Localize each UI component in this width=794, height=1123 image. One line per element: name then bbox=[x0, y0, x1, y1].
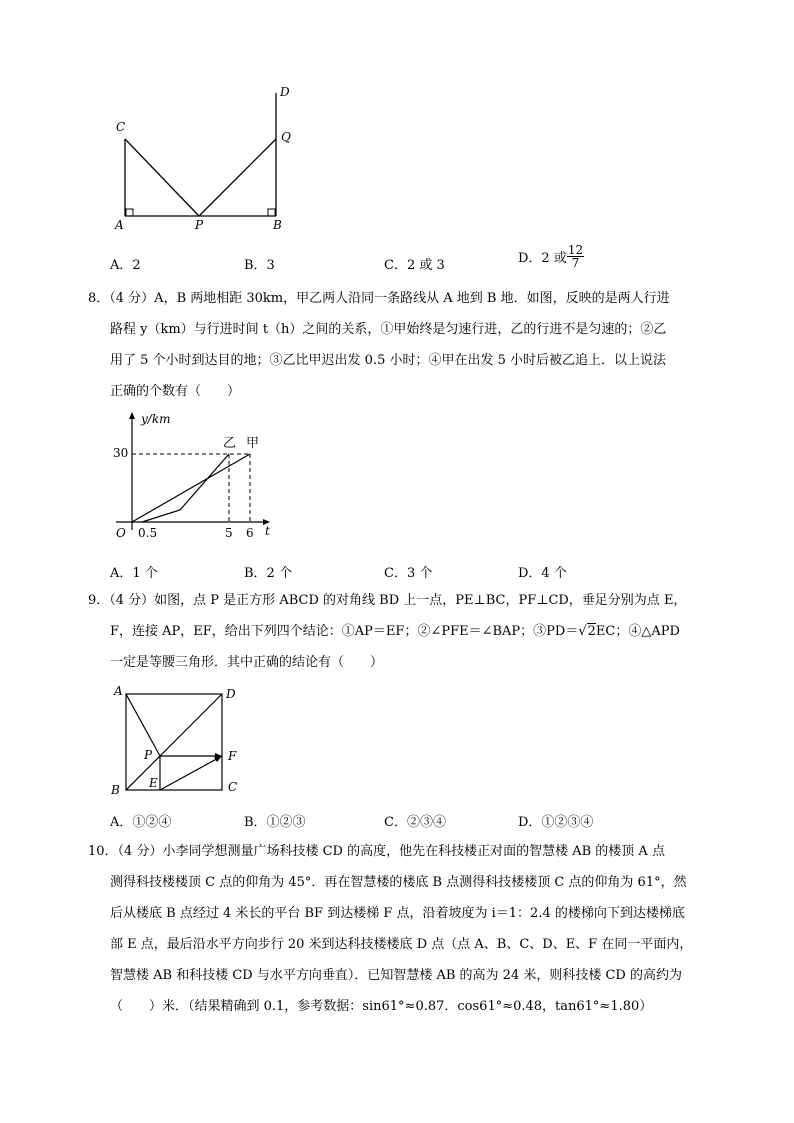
q8-option-a[interactable]: A．1 个 bbox=[110, 566, 158, 581]
label-D: D bbox=[280, 85, 290, 99]
q10-stem-line-3: 后从楼底 B 点经过 4 米长的平台 BF 到达楼梯 F 点，沿着坡度为 i＝1：2.4 的楼梯向下到达楼梯底 bbox=[110, 906, 685, 921]
series-label-yi: 乙 bbox=[223, 436, 237, 451]
q9-label-F: F bbox=[228, 749, 237, 763]
q7-option-a[interactable]: A．2 bbox=[110, 258, 141, 273]
q8-stem-line-3: 用了 5 个小时到达目的地；③乙比甲迟出发 0.5 小时；④甲在出发 5 小时后被乙追上．以上说法 bbox=[110, 353, 667, 368]
q9-stem-line-1: 9．（4 分）如图，点 P 是正方形 ABCD 的对角线 BD 上一点，PE⊥BC，PF⊥CD，垂足分别为点 E， bbox=[88, 593, 687, 608]
q10-stem-line-2: 测得科技楼楼顶 C 点的仰角为 45°．再在智慧楼的楼底 B 点测得科技楼楼顶 C 点的仰角为 61°，然 bbox=[110, 875, 687, 890]
label-B: B bbox=[273, 218, 282, 232]
label-A: A bbox=[115, 218, 124, 232]
fraction-12-over-7: $\frac{12}{7}$ bbox=[567, 243, 584, 270]
q7-option-d-prefix: D．2 或 bbox=[518, 251, 567, 266]
arrow-EF bbox=[214, 756, 222, 762]
q8-stem-line-1: 8．（4 分）A，B 两地相距 30km，甲乙两人沿同一条路线从 A 地到 B 地．如图，反映的是两人行进 bbox=[88, 291, 670, 306]
q7-option-c[interactable]: C．2 或 3 bbox=[384, 258, 445, 273]
sqrt-2: √2 bbox=[578, 624, 596, 639]
q10-stem-line-4: 部 E 点，最后沿水平方向步行 20 米到达科技楼楼底 D 点（点 A、B、C、D、E、F 在同一平面内， bbox=[110, 937, 693, 952]
q8-option-b[interactable]: B．2 个 bbox=[244, 566, 292, 581]
chart-x-tick-0.5: 0.5 bbox=[138, 526, 158, 540]
q8-option-c[interactable]: C．3 个 bbox=[384, 566, 433, 581]
q9-label-C: C bbox=[228, 780, 238, 794]
q9-label-E: E bbox=[149, 776, 158, 790]
diagonal-BD bbox=[126, 694, 222, 790]
q9-stem-line-2: F，连接 AP，EF，给出下列四个结论：①AP＝EF；②∠PFE＝∠BAP；③PD＝√2EC；④△APD bbox=[110, 622, 680, 642]
label-P: P bbox=[195, 218, 204, 232]
chart-xlabel: t bbox=[265, 524, 270, 538]
q9-label-D: D bbox=[226, 687, 236, 701]
label-C: C bbox=[116, 120, 126, 134]
q9-option-b[interactable]: B．①②③ bbox=[244, 815, 306, 830]
q9-option-c[interactable]: C．②③④ bbox=[384, 815, 446, 830]
segment-EF bbox=[160, 756, 222, 790]
q10-stem-line-5: 智慧楼 AB 和科技楼 CD 与水平方向垂直）．已知智慧楼 AB 的高为 24 米，则科技楼 CD 的高约为 bbox=[110, 968, 682, 983]
q8-option-d[interactable]: D．4 个 bbox=[518, 566, 567, 581]
q10-stem-line-6: （ ）米．（结果精确到 0.1，参考数据：sin61°≈0.87．cos61°≈0.48，tan61°≈1.80） bbox=[110, 999, 653, 1014]
q9-label-B: B bbox=[111, 783, 120, 797]
chart-x-tick-5: 5 bbox=[225, 526, 233, 540]
q9-label-A: A bbox=[114, 684, 123, 698]
q9-label-P: P bbox=[144, 748, 153, 762]
q8-stem-line-2: 路程 y（km）与行进时间 t（h）之间的关系，①甲始终是匀速行进，乙的行进不是匀速的；②乙 bbox=[110, 322, 667, 337]
chart-origin: O bbox=[116, 526, 126, 540]
segment-AP bbox=[126, 694, 160, 756]
q7-option-b[interactable]: B．3 bbox=[244, 258, 275, 273]
chart-y-tick-30: 30 bbox=[113, 446, 129, 460]
q9-option-d[interactable]: D．①②③④ bbox=[518, 815, 594, 830]
series-label-jia: 甲 bbox=[246, 436, 260, 451]
q9-stem-line-3: 一定是等腰三角形．其中正确的结论有（ ） bbox=[110, 655, 384, 670]
q10-stem-line-1: 10．（4 分）小李同学想测量广场科技楼 CD 的高度，他先在科技楼正对面的智慧楼 AB 的楼顶 A 点 bbox=[88, 844, 665, 859]
label-Q: Q bbox=[281, 130, 291, 144]
chart-ylabel: y/km bbox=[141, 412, 171, 426]
q9-option-a[interactable]: A．①②④ bbox=[110, 815, 172, 830]
chart-x-tick-6: 6 bbox=[246, 526, 254, 540]
q8-stem-line-4: 正确的个数有（ ） bbox=[110, 384, 241, 399]
